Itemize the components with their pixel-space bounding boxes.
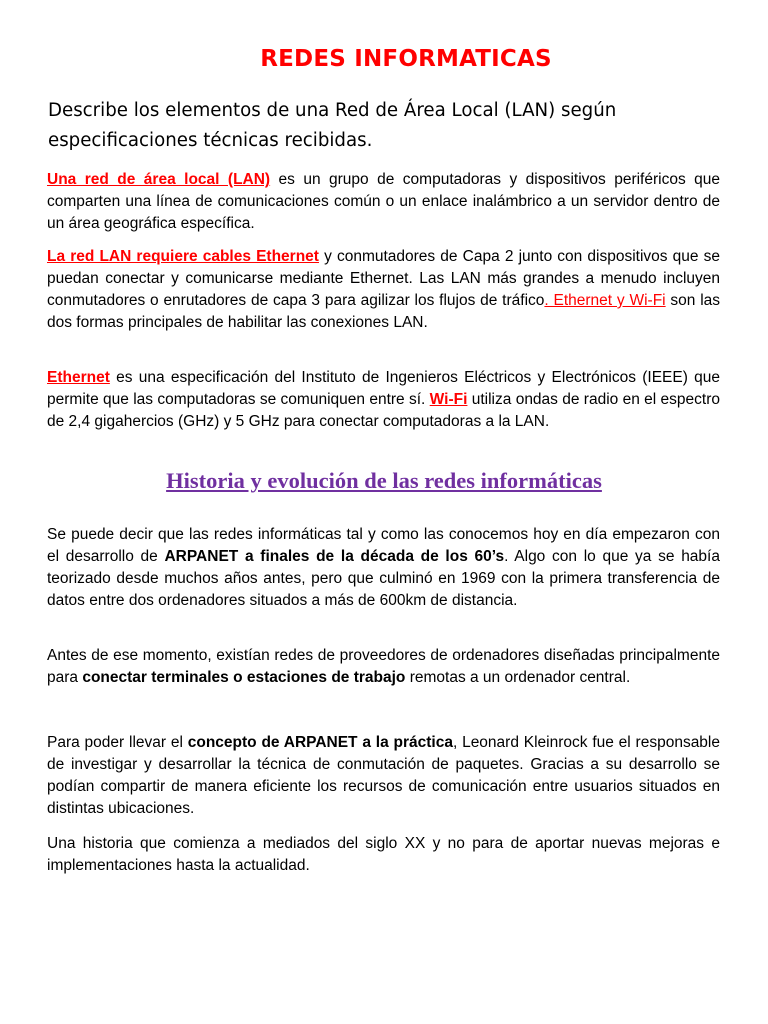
paragraph-text: Para poder llevar el	[47, 734, 188, 751]
paragraph-text: . Algo con lo que ya se había teorizado desde muchos años antes, pero que culminó en 1969 con la primera transferencia de datos entre dos ordenadores situados a más de 600km de distancia.	[47, 548, 720, 609]
paragraph-lan-definition	[47, 169, 720, 235]
document-title: REDES INFORMATICAS	[260, 46, 552, 72]
paragraph-text: es un grupo de computadoras y dispositivos periféricos que comparten una línea de comunicaciones común o un enlace inalámbrico a un servidor dentro de un área geográfica específica.	[47, 171, 721, 232]
bold-text: concepto de ARPANET a la práctica	[187, 734, 453, 751]
paragraph-lan-requirements	[47, 246, 720, 334]
paragraph-text: son las dos formas principales de habilitar las conexiones LAN.	[47, 292, 721, 331]
wifi-link[interactable]: Wi-Fi	[429, 391, 468, 408]
ethernet-cables-link[interactable]: La red LAN requiere cables Ethernet	[47, 248, 319, 265]
section-heading-history: Historia y evolución de las redes informáticas	[166, 468, 602, 493]
paragraph-text: y conmutadores de Capa 2 junto con dispositivos que se puedan conectar y comunicarse mediante Ethernet. Las LAN más grandes a menudo incluyen conmutadores o enrutadores de capa 3 para agilizar los flujos de tráfico	[47, 248, 721, 309]
paragraph-ethernet-wifi	[47, 367, 720, 433]
paragraph-kleinrock	[47, 732, 720, 820]
bold-text: conectar terminales o estaciones de trabajo	[82, 669, 406, 686]
paragraph-arpanet-origin	[47, 524, 720, 612]
paragraph-before-arpanet	[47, 645, 720, 689]
paragraph-text: Una historia que comienza a mediados del siglo XX y no para de aportar nuevas mejoras e implementaciones hasta la actualidad.	[47, 835, 720, 874]
paragraph-text: Antes de ese momento, existían redes de proveedores de ordenadores diseñadas principalmente para	[47, 647, 720, 686]
document-subtitle: Describe los elementos de una Red de Área Local (LAN) según especificaciones técnicas recibidas.	[48, 100, 617, 151]
ethernet-link[interactable]: Ethernet	[47, 369, 110, 386]
paragraph-text: utiliza ondas de radio en el espectro de 2,4 gigahercios (GHz) y 5 GHz para conectar computadoras a la LAN.	[47, 391, 720, 430]
paragraph-text: , Leonard Kleinrock fue el responsable de investigar y desarrollar la técnica de conmutación de paquetes. Gracias a su desarrollo se podían compartir de manera eficiente los recursos de comunicación entre usuarios situados en distintas ubicaciones.	[47, 734, 720, 817]
lan-definition-link[interactable]: Una red de área local (LAN)	[47, 171, 271, 188]
ethernet-wifi-link[interactable]: . Ethernet y Wi-Fi	[544, 292, 666, 309]
paragraph-text: es una especificación del Instituto de Ingenieros Eléctricos y Electrónicos (IEEE) que permite que las computadoras se comuniquen entre sí.	[47, 369, 720, 408]
bold-text: ARPANET a finales de la década de los 60’s	[164, 548, 505, 565]
paragraph-text: Se puede decir que las redes informáticas tal y como las conocemos hoy en día empezaron con el desarrollo de	[47, 526, 720, 565]
paragraph-history-summary	[47, 833, 720, 877]
paragraph-text: remotas a un ordenador central.	[405, 669, 631, 686]
